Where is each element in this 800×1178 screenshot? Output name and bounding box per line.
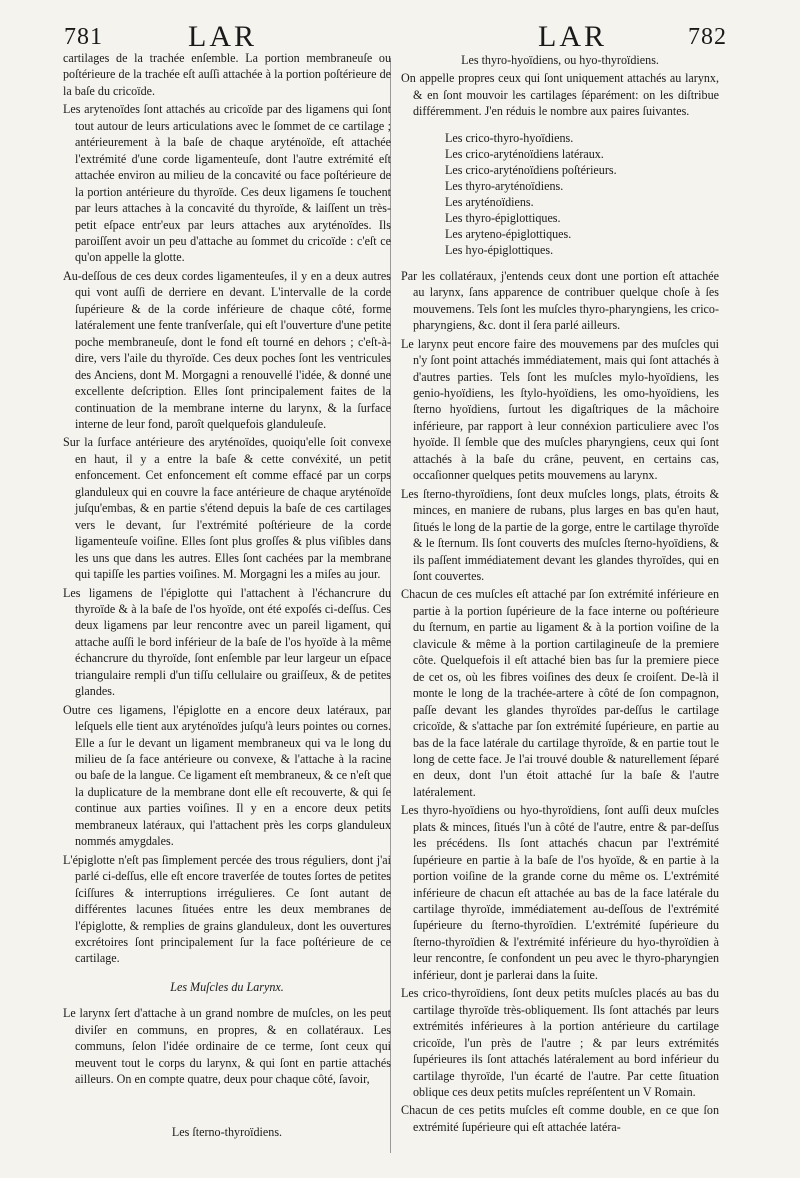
muscle-list: [445, 130, 719, 258]
paragraph: Outre ces ligamens, l'épiglotte en a encore deux latéraux, par leſquels elle tient aux aryténoïdes juſqu'à leurs pointes ou cornes. Elle a ſur le devant un ligament membraneux qui va le long du milieu de ſa face antérieure ou convexe, & l'attache à la racine ou baſe de la langue. Ce ligament eſt membraneux, & ce n'eſt que la duplicature de la membrane dont elle eſt recouverte, & qui ſe continue aux parties voiſines. Il y en a encore deux petits membraneux latéraux, qui l'attachent près les corps glanduleux nommés amygdales.: [63, 702, 391, 849]
paragraph: Le larynx peut encore faire des mouvemens par des muſcles qui n'y ſont point attachés immédiatement, mais qui ſont attachés à d'autres parties. Tels ſont les muſcles mylo-hyoïdiens, les genio-hyoïdiens, les ſtylo-hyoïdiens, les omo-hyoïdiens, les ſterno hyoïdiens, ſurtout les digaſtriques de la mâchoire inférieure, par rapport à leur connéxion particuliere avec l'os hyoïde. Il ſemble que des muſcles pharyngiens, ceux qui ſont attachés à la baſe du crâne, peuvent, en certains cas, occaſionner quelques petits mouvemens au larynx.: [401, 336, 719, 483]
list-item: Les aryténoïdiens.: [445, 194, 534, 209]
right-page-number: 782: [688, 24, 727, 50]
paragraph: Au-deſſous de ces deux cordes ligamenteuſes, il y en a deux autres qui vont auſſi de derriere en devant. L'intervalle de la corde ſupérieure & de la corde inférieure de chaque côté, forme latéralement une fente tranſverſale, qui eſt l'ouverture d'une petite poche membraneuſe, dont le fond eſt tourné en dehors ; c'eſt-à-dire, vers l'aile du thyroïde. Ces deux poches ſont les ventricules des Anciens, dont M. Morgagni a renouvellé l'idée, & donné une excellente deſcription. Elles ſont principalement faites de la continuation de la membrane interne du larynx, & la ſurface interne de leur fond, paroît quelquefois glanduleuſe.: [63, 268, 391, 431]
list-item: Les crico-aryténoïdiens poſtérieurs.: [445, 162, 617, 177]
paragraph: Sur la ſurface antérieure des aryténoïdes, quoiqu'elle ſoit convexe en haut, il y a entre la baſe & cette convéxité, un petit enfoncement. Cet enfoncement eſt comme effacé par un corps glanduleux qui en couvre la face antérieure de chaque aryténoïde juſqu'embas, & en partie s'étend depuis la baſe de ces cartilages vers le devant, ſur l'extrémité poſtérieure de la corde ligamenteuſe voiſine. Elles ſont plus groſſes & plus viſibles dans les uns que dans les autres. Elles ſont cachées par la membrane qui tapiſſe les parties voiſines. M. Morgagni les a miſes au jour.: [63, 435, 391, 582]
list-item: Les crico-thyro-hyoïdiens.: [445, 130, 574, 145]
paragraph: Par les collatéraux, j'entends ceux dont une portion eſt attachée au larynx, ſans apparence de contribuer quelque choſe à ſes mouvemens. Tels ſont les muſcles thyro-pharyngiens, les crico-pharyngiens, &c. dont il ſera parlé ailleurs.: [401, 268, 719, 333]
paragraph: Chacun de ces petits muſcles eſt comme double, en ce que ſon extrémité ſupérieure qui eſt attachée latéra-: [401, 1103, 719, 1134]
catchword-line: Les ſterno-thyroïdiens.: [171, 1124, 283, 1139]
right-column: [401, 50, 719, 1137]
paragraph: Les ſterno-thyroïdiens, ſont deux muſcles longs, plats, étroits & minces, en maniere de rubans, plus larges en bas qu'en haut, ſitués le long de la partie de la gorge, entre le cartilage thyroïde & le ſternum. Ils ſont couverts des muſcles ſterno-hyoïdiens, & ils paſſent immédiatement devant les glandes thyroïdes, qui en ſont couvertes.: [401, 486, 719, 583]
paragraph: Le larynx ſert d'attache à un grand nombre de muſcles, on les peut diviſer en communs, en propres, & en collatéraux. Les communs, ſelon l'idée ordinaire de ce terme, ſont ceux qui meuvent tout le corps du larynx, & qui ſont en partie attachés ailleurs. On en compte quatre, deux pour chaque côté, ſavoir,: [63, 1006, 391, 1087]
list-item: Les hyo-épiglottiques.: [445, 242, 554, 257]
spacer: [63, 1090, 391, 1114]
left-column: [63, 50, 391, 1140]
left-page-number: 781: [64, 24, 103, 50]
section-title: Les Muſcles du Larynx.: [170, 979, 284, 994]
list-item: Les aryteno-épiglottiques.: [445, 226, 572, 241]
paragraph: Chacun de ces muſcles eſt attaché par ſon extrémité inférieure en partie à la portion ſupérieure de la face interne ou poſtérieure du ſternum, en partie au ligament & à la portion voiſine de la clavicule & même à la portion cartilagineuſe de la premiere côte. Quelquefois il eſt attaché bien bas ſur la premiere piece de cet os, où les fibres voiſines des deux ſe croiſent. De-là il monte le long de la trachée-artere à côté de ſon compagnon, paſſe devant les glandes thyroïdes par-deſſus le cartilage cricoïde, & s'attache par ſon extrémité ſupérieure, en partie au bas de la face latérale du cartilage thyroïde, & en partie tout le long de cette face. Je l'ai trouvé double & naturellement ſéparé en deux, dont l'un étoit attaché ſur la baſe & l'autre latéralement.: [401, 587, 719, 799]
list-item: Les crico-aryténoïdiens latéraux.: [445, 146, 604, 161]
left-running-head: LAR: [188, 20, 257, 53]
list-item: Les thyro-aryténoïdiens.: [445, 178, 564, 193]
paragraph: Les thyro-hyoïdiens ou hyo-thyroïdiens, ſont auſſi deux muſcles plats & minces, ſitués l'un à côté de l'autre, entre & par-deſſus les précédens. Ils ſont attachés chacun par l'extrémité ſupérieure en partie à la baſe de l'os hyoïde, & en partie à la portion voiſine de la grande corne du même os. L'extrémité inférieure de chacun eſt attachée au bas de la face latérale du cartilage thyroïde, immédiatement au-deſſous de l'extrémité ſupérieure du ſterno-thyroïdien. L'extrémité ſupérieure du ſterno-thyroïdien & l'extrémité inférieure du hyo-thyroïdien à leur rencontre, ſe confondent un peu avec le thyro-pharyngien inférieur, dont je parlerai dans la ſuite.: [401, 803, 719, 982]
paragraph: Les arytenoïdes ſont attachés au cricoïde par des ligamens qui ſont tout autour de leurs articulations avec le ſommet de ce cartilage ; antérieurement à la baſe de chaque aryténoïde, eſt attachée l'extrémité d'une corde ligamenteuſe, dont l'autre extrémité eſt attachée environ au milieu de la concavité ou face poſtérieure de la portion antérieure du thyroïde. Ces deux ligamens ſe touchent par leurs attaches à la concavité du thyroïde, & laiſſent un très-petit eſpace entr'eux par leurs attaches aux aryténoïdes. Ils paroiſſent avoir un peu d'attache au ſommet du cricoïde : c'eſt ce qu'on appelle la glotte.: [63, 102, 391, 265]
list-item: Les thyro-épiglottiques.: [445, 210, 561, 225]
paragraph: L'épiglotte n'eſt pas ſimplement percée des trous réguliers, dont j'ai parlé ci-deſſus, elle eſt encore traverſée de toutes ſortes de petites ſciſſures & interruptions irrégulieres. Ce ſont autant de différentes lacunes ſituées entre les deux membranes de l'épiglotte, & remplies de grains glanduleux, dont les ouvertures excrétoires ſont principalement ſur la face poſtérieure de ce cartilage.: [63, 852, 391, 966]
paragraph: cartilages de la trachée enſemble. La portion membraneuſe ou poſtérieure de la trachée eſt auſſi attachée à la portion poſtérieure de la baſe du cricoïde.: [63, 51, 391, 98]
right-running-head: LAR: [538, 20, 607, 53]
paragraph: On appelle propres ceux qui ſont uniquement attachés au larynx, & en ſont mouvoir les cartilages ſéparément: on les diſtribue différemment. J'en réduis le nombre aux paires ſuivantes.: [401, 71, 719, 119]
list-continuation: Les thyro-hyoïdiens, ou hyo-thyroïdiens.: [461, 53, 659, 67]
paragraph: Les ligamens de l'épiglotte qui l'attachent à l'échancrure du thyroïde & à la baſe de l'os hyoïde, ont été expoſés ci-deſſus. Ces deux ligamens par leur rencontre avec un pareil ligament, qui attache auſſi le bord inférieur de la baſe de l'os hyoïde à la même échancrure du thyroïde, ſont enſemble par leur largeur un eſpace triangulaire rempli d'un tiſſu cellulaire ou graiſſeux, & de petites glandes.: [63, 585, 391, 699]
paragraph: Les crico-thyroïdiens, ſont deux petits muſcles placés au bas du cartilage thyroïde très-obliquement. Ils ſont attachés par leurs extrémités inférieures à la portion antérieure du cartilage cricoïde, l'un près de l'autre ; & par leurs extrémités ſupérieures ils ſont attachés latéralement au bord inférieur du cartilage thyroïde, l'un écarté de l'autre. Par cette ſituation oblique ces deux petits muſcles repréſentent un V Romain.: [401, 986, 719, 1100]
